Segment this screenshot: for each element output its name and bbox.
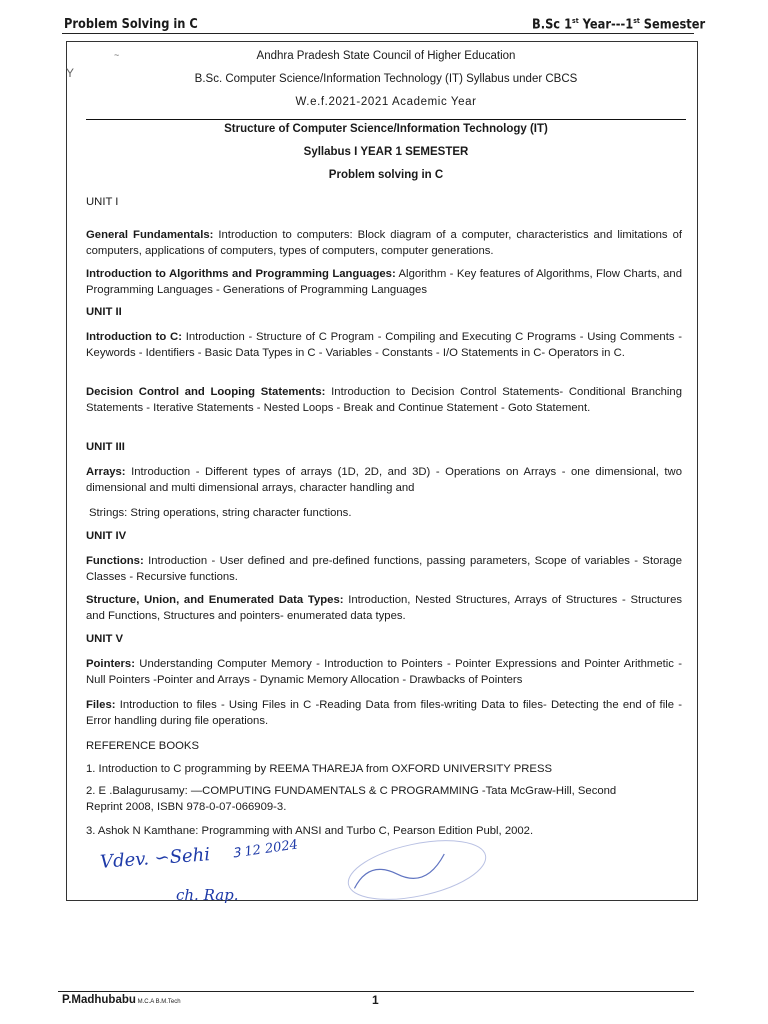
section-pointers: Pointers: Understanding Computer Memory - Introduction to Pointers - Pointer Expressions and Pointer Arithmetic - Null Pointers -Pointer and Arrays - Dynamic Memory Allocation - Drawbacks of Pointers — [86, 658, 682, 686]
handwritten-signature: Vdev. ∽Sehi — [99, 844, 211, 873]
unit-heading: UNIT V — [86, 633, 124, 645]
handwritten-date: 𝟥 12 2024 — [231, 837, 299, 862]
section-general-fundamentals: General Fundamentals: Introduction to computers: Block diagram of a computer, characteristics and limitations of computers, applications of computers, types of computers, computer generations. — [86, 229, 682, 257]
section-arrays: Arrays: Introduction - Different types of arrays (1D, 2D, and 3D) - Operations on Arrays - one dimensional, two dimensional and multi dimensional arrays, character handling and — [86, 466, 682, 494]
structure-title: Structure of Computer Science/Information Technology (IT) — [224, 123, 548, 135]
footer-rule — [58, 991, 694, 992]
unit-heading: UNIT II — [86, 306, 122, 318]
handwritten-initials: ch. Rap. — [176, 886, 239, 904]
section-intro-c: Introduction to C: Introduction - Structure of C Program - Compiling and Executing C Programs - Using Comments -Keywords - Identifiers - Basic Data Types in C - Variables - Constants - I/O Statements in C- Operators in C. — [86, 331, 683, 359]
unit-heading: UNIT III — [86, 441, 125, 453]
page-number: 1 — [372, 993, 379, 1007]
reference-item: 1. Introduction to C programming by REEMA THAREJA from OXFORD UNIVERSITY PRESS — [86, 763, 553, 775]
section-decision-control: Decision Control and Looping Statements: Introduction to Decision Control Statements- Conditional Branching Statements - Iterative Statements - Nested Loops - Break and Continue Statement - Goto Statement. — [86, 386, 682, 414]
council-name: Andhra Pradesh State Council of Higher Education — [256, 50, 516, 62]
title-rule — [86, 119, 686, 120]
scan-mark: Y — [66, 66, 75, 80]
section-functions: Functions: Introduction - User defined and pre-defined functions, passing parameters, Scope of variables - Storage Classes - Recursive functions. — [86, 555, 682, 583]
course-title: Problem solving in C — [328, 169, 444, 181]
scan-mark: ~ — [114, 50, 120, 60]
syllabus-subtitle: B.Sc. Computer Science/Information Technology (IT) Syllabus under CBCS — [194, 73, 578, 85]
section-strings: Strings: String operations, string character functions. — [89, 507, 352, 519]
reference-item: 2. E .Balagurusamy: —COMPUTING FUNDAMENTALS & C PROGRAMMING -Tata McGraw-Hill, Second Reprint 2008, ISBN 978-0-07-066909-3. — [86, 785, 617, 813]
section-algorithms: Introduction to Algorithms and Programming Languages: Algorithm - Key features of Algorithms, Flow Charts, and Programming Languages - Generations of Programming Languages — [86, 268, 682, 296]
header-rule — [62, 33, 694, 34]
author-name: P.Madhubabu M.C.A B.M.Tech — [62, 994, 181, 1006]
section-files: Files: Introduction to files - Using Files in C -Reading Data from files-writing Data to files- Detecting the end of file -Error handling during file operations. — [86, 699, 682, 727]
unit-heading: UNIT I — [86, 196, 119, 208]
unit-heading: UNIT IV — [86, 530, 127, 542]
academic-year: W.e.f.2021-2021 Academic Year — [295, 96, 477, 108]
reference-item: 3. Ashok N Kamthane: Programming with ANSI and Turbo C, Pearson Edition Publ, 2002. — [86, 825, 534, 837]
page-header-left: Problem Solving in C — [64, 17, 198, 32]
section-structures: Structure, Union, and Enumerated Data Types: Introduction, Nested Structures, Arrays of Structures - Structures and Functions, Structures and pointers- enumerated data types. — [86, 594, 682, 622]
references-heading: REFERENCE BOOKS — [86, 740, 199, 752]
page-header-right: B.Sc 1st Year---1st Semester — [532, 17, 706, 33]
syllabus-year: Syllabus I YEAR 1 SEMESTER — [303, 146, 469, 158]
